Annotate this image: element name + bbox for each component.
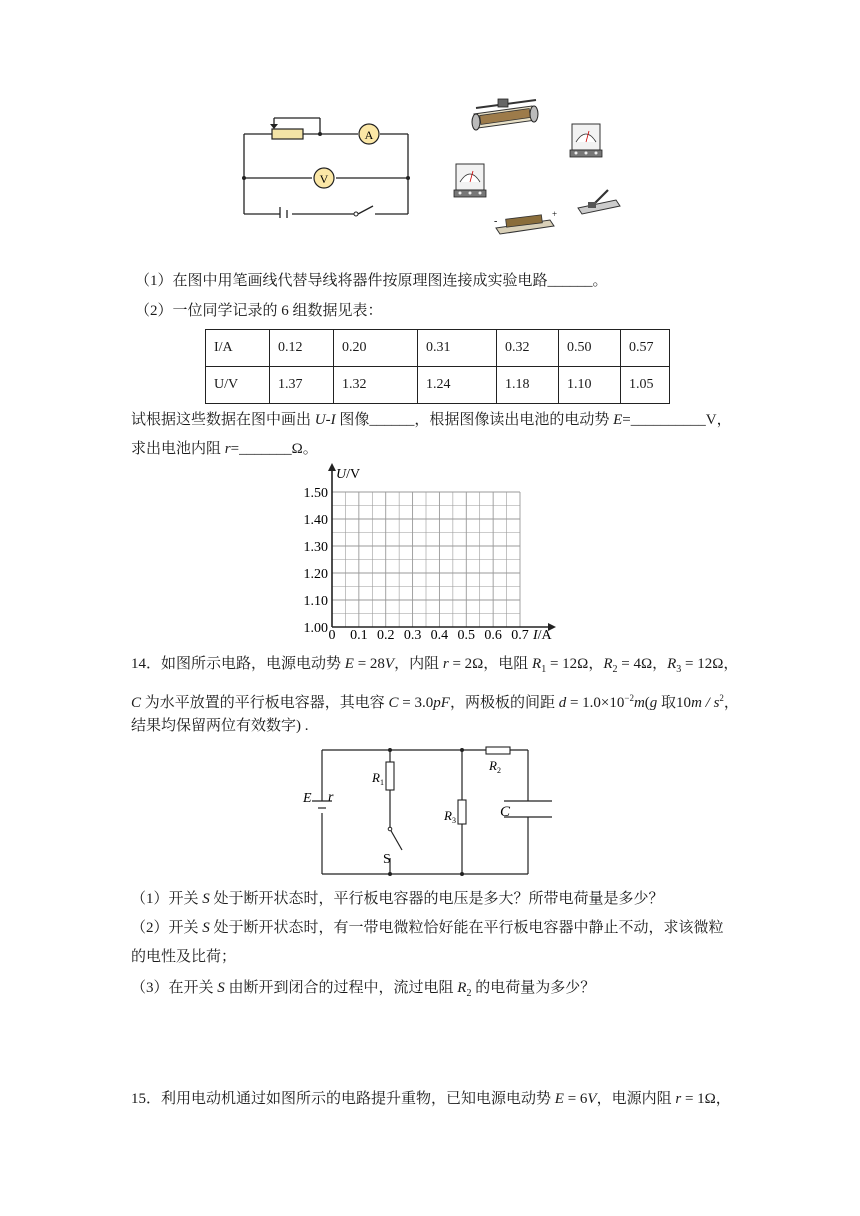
y-tick-label: 1.10 — [303, 594, 328, 609]
q14-line1: 14．如图所示电路，电源电动势 E = 28V，内阻 r = 2Ω，电阻 $R_1 = 12\Omega$，$R_2 = 4\Omega$，$R_3 = 12\Omega$， — [131, 656, 739, 675]
r1-resistor — [386, 762, 394, 790]
q14-part3: （3）在开关 S 由断开到闭合的过程中，流过电阻 $R_2$ 的电荷量为多少？ — [131, 980, 596, 999]
c-label: C — [500, 804, 511, 820]
q14-part2: （2）开关 S 处于断开状态时，有一带电微粒恰好能在平行板电容器中静止不动，求该微粒 — [131, 920, 724, 936]
q13-instruments — [450, 96, 630, 238]
x-tick-label: 0 — [328, 628, 336, 643]
q13-part2: （2）一位同学记录的 6 组数据见表： — [135, 303, 383, 319]
r3-label: $R_3$ — [444, 808, 456, 825]
table-cell: 0.12 — [270, 330, 334, 367]
y-axis-label: U/V — [336, 467, 361, 482]
x-tick-label: 0.7 — [511, 628, 529, 643]
x-tick-label: 0.2 — [376, 628, 395, 643]
q13-schematic — [236, 108, 416, 218]
voltmeter-device — [454, 164, 486, 197]
y-tick-label: 1.30 — [303, 540, 328, 555]
ammeter-device — [570, 124, 602, 157]
x-tick-label: 0.4 — [430, 628, 449, 643]
x-tick-label: 0.3 — [403, 628, 422, 643]
q14-part2-cont: 的电性及比荷； — [131, 949, 237, 965]
q13-line3: 试根据这些数据在图中画出 U-I 图像______，根据图像读出电池的电动势 E=__________V， — [131, 412, 732, 428]
x-tick-label: 0.5 — [457, 628, 476, 643]
e-label: E — [303, 791, 312, 806]
table-cell: 0.57 — [621, 330, 670, 367]
q13-part1: （1）在图中用笔画线代替导线将器件按原理图连接成实验电路______。 — [135, 273, 608, 289]
r1-label: $R_1$ — [372, 770, 384, 787]
table-cell: 1.05 — [621, 367, 670, 404]
y-tick-label: 1.50 — [303, 486, 328, 501]
svg-text:-: - — [494, 216, 498, 227]
table-cell: 1.18 — [497, 367, 559, 404]
table-cell: 1.32 — [334, 367, 418, 404]
q14-part1: （1）开关 S 处于断开状态时，平行板电容器的电压是多大？所带电荷量是多少？ — [131, 891, 664, 907]
ammeter-label: A — [364, 128, 374, 142]
u-i-graph — [290, 463, 565, 643]
table-cell: 1.24 — [418, 367, 497, 404]
table-cell: 0.20 — [334, 330, 418, 367]
q14-line2: C 为水平放置的平行板电容器，其电容 C = 3.0pF，两极板的间距 $d = 1.0\times 10^{-2}m(g$ 取$10m / s^2$， — [131, 693, 739, 711]
y-tick-label: 1.40 — [303, 513, 328, 528]
q13-line4: 求出电池内阻 r=_______Ω。 — [131, 441, 318, 457]
x-tick-label: 0.6 — [484, 628, 502, 643]
table-cell: 1.10 — [559, 367, 621, 404]
s-label: S — [383, 852, 391, 867]
table-cell: 0.31 — [418, 330, 497, 367]
table-cell: 1.37 — [270, 367, 334, 404]
r2-label: $R_2$ — [489, 758, 501, 775]
battery-device — [494, 209, 557, 234]
rheostat — [272, 129, 303, 139]
table-cell: 0.32 — [497, 330, 559, 367]
y-tick-label: 1.20 — [303, 567, 328, 582]
r2-resistor — [486, 747, 510, 754]
r-label: r — [328, 790, 334, 805]
q14-line3: 结果均保留两位有效数字) . — [131, 718, 309, 734]
table-row — [206, 330, 670, 367]
table-head-cell: U/V — [206, 367, 270, 404]
voltmeter-label: V — [319, 172, 329, 186]
x-axis-label: I/A — [533, 628, 552, 643]
table-head-cell: I/A — [206, 330, 270, 367]
graph-grid — [332, 492, 520, 627]
x-tick-label: 0.1 — [350, 628, 368, 643]
q15-line1: 15．利用电动机通过如图所示的电路提升重物，已知电源电动势 E = 6V，电源内阻 r = 1Ω， — [131, 1091, 731, 1107]
y-tick-label: 1.00 — [303, 621, 328, 636]
rheostat-device — [472, 99, 538, 130]
q13-data-table — [205, 329, 670, 404]
table-cell: 0.50 — [559, 330, 621, 367]
svg-text:+: + — [552, 209, 558, 219]
q14-circuit — [300, 740, 570, 880]
table-row — [206, 367, 670, 404]
switch-device — [578, 190, 620, 214]
r3-resistor — [458, 800, 466, 824]
